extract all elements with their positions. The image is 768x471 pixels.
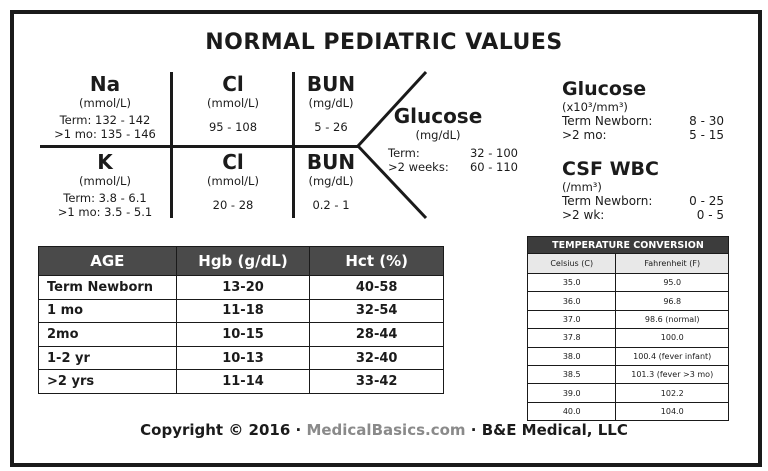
table-row: [528, 384, 729, 402]
fishbone-divider-1: [170, 72, 173, 218]
glucose-unit: (mg/dL): [415, 128, 461, 142]
celsius-cell: 36.0: [528, 292, 616, 310]
cl-top-block: [178, 72, 288, 134]
cl-bottom-unit: (mmol/L): [207, 174, 259, 188]
temperature-conversion-table: [527, 236, 729, 421]
bun-top-value: 5 - 26: [314, 120, 348, 134]
csf-wbc-row1-label: Term Newborn:: [562, 194, 653, 208]
hgb-hct-header-row: [39, 247, 444, 276]
age-cell: 2mo: [39, 323, 177, 347]
age-cell: 1-2 yr: [39, 346, 177, 370]
glucose-label: Glucose: [393, 104, 483, 128]
hct-cell: 40-58: [310, 276, 444, 300]
right-glucose-row1: [562, 114, 724, 128]
age-cell: 1 mo: [39, 299, 177, 323]
footer-copyright: [0, 421, 768, 439]
k-row1: Term: 3.8 - 6.1: [63, 191, 147, 205]
hgb-cell: 11-18: [176, 299, 310, 323]
csf-wbc-row1-value: 0 - 25: [689, 194, 724, 208]
glucose-row2-value: 60 - 110: [469, 160, 518, 174]
k-block: [45, 150, 165, 219]
glucose-row2-label: >2 weeks:: [388, 160, 449, 174]
cl-bottom-value: 20 - 28: [212, 198, 254, 212]
table-row: [39, 370, 444, 394]
hct-cell: 28-44: [310, 323, 444, 347]
footer-company-text: · B&E Medical, LLC: [465, 421, 628, 439]
right-glucose-label: Glucose: [562, 78, 647, 100]
right-glucose-row1-label: Term Newborn:: [562, 114, 653, 128]
fahrenheit-cell: 100.4 (fever infant): [616, 347, 729, 365]
k-unit: (mmol/L): [79, 174, 131, 188]
csf-wbc-block: [562, 158, 724, 222]
table-row: [528, 347, 729, 365]
table-row: [39, 299, 444, 323]
glucose-row2: [388, 160, 518, 174]
cl-top-unit: (mmol/L): [207, 96, 259, 110]
bun-bottom-block: [298, 150, 364, 212]
col-fahrenheit-header: Fahrenheit (F): [616, 254, 729, 274]
fahrenheit-cell: 95.0: [616, 274, 729, 292]
hgb-cell: 10-15: [176, 323, 310, 347]
k-label: K: [97, 150, 113, 174]
right-glucose-row1-value: 8 - 30: [689, 114, 724, 128]
hgb-cell: 11-14: [176, 370, 310, 394]
right-glucose-row2-value: 5 - 15: [689, 128, 724, 142]
fahrenheit-cell: 100.0: [616, 329, 729, 347]
celsius-cell: 39.0: [528, 384, 616, 402]
age-cell: >2 yrs: [39, 370, 177, 394]
table-row: [528, 274, 729, 292]
csf-wbc-row2-label: >2 wk:: [562, 208, 605, 222]
table-row: [39, 346, 444, 370]
celsius-cell: 37.0: [528, 310, 616, 328]
glucose-block: [388, 104, 518, 174]
glucose-row1-value: 32 - 100: [469, 146, 518, 160]
cl-bottom-block: [178, 150, 288, 212]
celsius-cell: 40.0: [528, 402, 616, 420]
col-hct-header: Hct (%): [310, 247, 444, 276]
right-glucose-row2: [562, 128, 724, 142]
hgb-hct-table: [38, 246, 444, 394]
bun-top-label: BUN: [306, 72, 356, 96]
bun-bottom-value: 0.2 - 1: [312, 198, 350, 212]
col-hgb-header: Hgb (g/dL): [176, 247, 310, 276]
na-row2: >1 mo: 135 - 146: [54, 127, 156, 141]
fahrenheit-cell: 102.2: [616, 384, 729, 402]
fishbone-horizontal-line: [40, 145, 358, 148]
right-glucose-row2-label: >2 mo:: [562, 128, 607, 142]
right-glucose-unit: (x10³/mm³): [562, 100, 628, 114]
glucose-row1: [388, 146, 518, 160]
cl-bottom-label: Cl: [222, 150, 244, 174]
table-row: [39, 323, 444, 347]
na-block: [45, 72, 165, 141]
hgb-cell: 10-13: [176, 346, 310, 370]
fishbone-divider-2: [292, 72, 295, 218]
na-unit: (mmol/L): [79, 96, 131, 110]
hct-cell: 32-40: [310, 346, 444, 370]
page-title: NORMAL PEDIATRIC VALUES: [205, 30, 563, 55]
glucose-row1-label: Term:: [388, 146, 420, 160]
na-label: Na: [89, 72, 121, 96]
csf-wbc-row2: [562, 208, 724, 222]
fahrenheit-cell: 104.0: [616, 402, 729, 420]
bun-bottom-unit: (mg/dL): [308, 174, 354, 188]
bun-top-unit: (mg/dL): [308, 96, 354, 110]
hgb-cell: 13-20: [176, 276, 310, 300]
csf-wbc-row1: [562, 194, 724, 208]
csf-glucose-block: [562, 78, 724, 142]
na-row1: Term: 132 - 142: [59, 113, 151, 127]
footer-site-link[interactable]: MedicalBasics.com: [306, 421, 466, 439]
fahrenheit-cell: 101.3 (fever >3 mo): [616, 365, 729, 383]
fahrenheit-cell: 98.6 (normal): [616, 310, 729, 328]
table-row: [528, 292, 729, 310]
celsius-cell: 35.0: [528, 274, 616, 292]
col-age-header: AGE: [39, 247, 177, 276]
k-row2: >1 mo: 3.5 - 5.1: [57, 205, 153, 219]
table-row: [528, 329, 729, 347]
bun-bottom-label: BUN: [306, 150, 356, 174]
col-celsius-header: Celsius (C): [528, 254, 616, 274]
hct-cell: 32-54: [310, 299, 444, 323]
cl-top-value: 95 - 108: [208, 120, 258, 134]
csf-wbc-row2-value: 0 - 5: [696, 208, 724, 222]
celsius-cell: 37.8: [528, 329, 616, 347]
table-row: [528, 402, 729, 420]
celsius-cell: 38.0: [528, 347, 616, 365]
table-row: [528, 365, 729, 383]
csf-wbc-label: CSF WBC: [562, 158, 659, 180]
celsius-cell: 38.5: [528, 365, 616, 383]
temp-title-row: [528, 237, 729, 254]
cl-top-label: Cl: [222, 72, 244, 96]
csf-wbc-unit: (/mm³): [562, 180, 602, 194]
temp-table-title: TEMPERATURE CONVERSION: [528, 237, 729, 254]
temp-header-row: [528, 254, 729, 274]
hct-cell: 33-42: [310, 370, 444, 394]
footer-copyright-text: Copyright © 2016 ·: [140, 421, 307, 439]
bun-top-block: [298, 72, 364, 134]
age-cell: Term Newborn: [39, 276, 177, 300]
table-row: [39, 276, 444, 300]
fahrenheit-cell: 96.8: [616, 292, 729, 310]
table-row: [528, 310, 729, 328]
